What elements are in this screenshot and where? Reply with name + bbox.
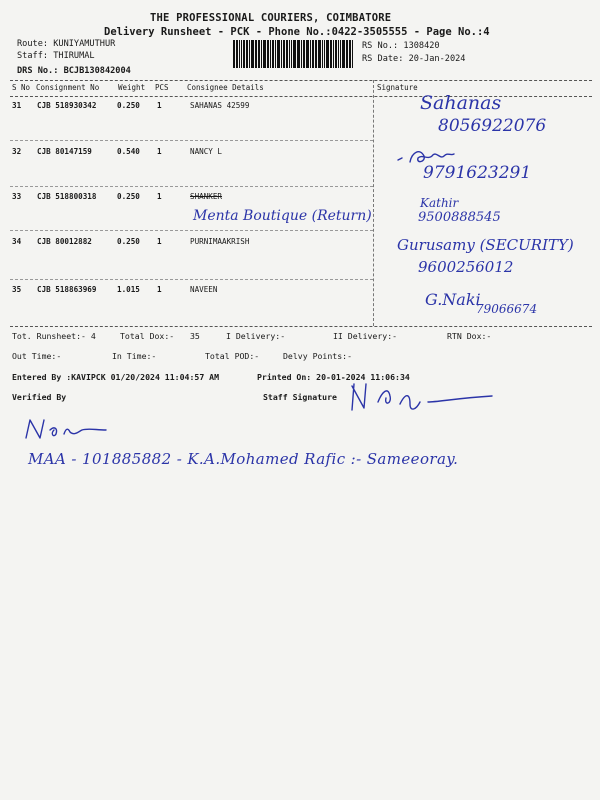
barcode-bar <box>286 40 288 68</box>
col-weight: Weight <box>118 83 146 92</box>
col-consignment: Consignment No <box>36 83 100 92</box>
printed-on: Printed On: 20-01-2024 11:06:34 <box>257 372 410 382</box>
row-31-consignment: CJB 518930342 <box>37 101 97 110</box>
row-33-handwritten-consignee: Menta Boutique (Return) <box>193 208 372 224</box>
barcode-bar <box>312 40 314 68</box>
row-31-pcs: 1 <box>157 101 162 110</box>
barcode-bar <box>349 40 351 68</box>
barcode-bar <box>322 40 323 68</box>
out-time: Out Time:- <box>12 351 62 361</box>
staff-signature-label: Staff Signature <box>263 392 337 402</box>
row-35-signature-phone: 79066674 <box>476 302 538 316</box>
row-35-consignee: NAVEEN <box>190 285 218 294</box>
barcode-bar <box>301 40 302 68</box>
barcode-bar <box>318 40 321 68</box>
barcode-bar <box>275 40 276 68</box>
row-33-signature-phone: 9500888545 <box>418 210 501 225</box>
barcode-bar <box>303 40 305 68</box>
total-dox-value: 35 <box>190 331 200 341</box>
row-31-signature-name: Sahanas <box>420 92 502 114</box>
barcode-bar <box>289 40 290 68</box>
table-top-rule <box>10 80 592 81</box>
signature-column-divider <box>373 80 374 326</box>
verified-by: Verified By <box>12 392 67 402</box>
row-32-sno: 32 <box>12 147 22 156</box>
barcode-bar <box>291 40 292 68</box>
row-31-consignee: SAHANAS 42599 <box>190 101 250 110</box>
staff-label: Staff: THIRUMAL <box>17 50 95 61</box>
row-divider <box>10 279 373 280</box>
barcode-bar <box>255 40 257 68</box>
row-31-sno: 31 <box>12 101 22 110</box>
barcode <box>233 40 356 68</box>
row-32-pcs: 1 <box>157 147 162 156</box>
company-title: THE PROFESSIONAL COURIERS, COIMBATORE <box>150 12 392 24</box>
barcode-bar <box>239 40 240 68</box>
row-divider <box>10 230 373 231</box>
row-34-sno: 34 <box>12 237 22 246</box>
barcode-bar <box>263 40 266 68</box>
i-delivery: I Delivery:- <box>226 331 286 341</box>
barcode-bar <box>277 40 280 68</box>
row-33-pcs: 1 <box>157 192 162 201</box>
barcode-bar <box>246 40 248 68</box>
tot-runsheet: Tot. Runsheet:- 4 <box>12 331 96 341</box>
barcode-bar <box>297 40 300 68</box>
barcode-bar <box>272 40 274 68</box>
table-bottom-rule <box>10 326 592 327</box>
row-33-consignee-struck: SHANKER <box>190 192 223 201</box>
total-pod: Total POD:- <box>205 351 260 361</box>
col-signature: Signature <box>377 83 418 92</box>
col-pcs: PCS <box>155 83 169 92</box>
row-32-signature-phone: 9791623291 <box>423 163 532 183</box>
row-31-weight: 0.250 <box>117 101 140 110</box>
barcode-bar <box>251 40 254 68</box>
barcode-bar <box>293 40 296 68</box>
barcode-bar <box>340 40 341 68</box>
ii-delivery: II Delivery:- <box>333 331 398 341</box>
rs-number: RS No.: 1308420 <box>362 41 440 51</box>
barcode-bar <box>330 40 332 68</box>
barcode-bar <box>261 40 262 68</box>
drs-label: DRS No.: BCJB130842004 <box>17 66 131 76</box>
barcode-bar <box>333 40 334 68</box>
row-divider <box>10 186 373 187</box>
row-34-consignee: PURNIMAAKRISH <box>190 237 250 246</box>
row-33-sno: 33 <box>12 192 22 201</box>
row-31-signature-phone: 8056922076 <box>438 116 547 136</box>
row-35-pcs: 1 <box>157 285 162 294</box>
rs-date: RS Date: 20-Jan-2024 <box>362 54 466 64</box>
in-time: In Time:- <box>112 351 157 361</box>
delvy-points: Delvy Points:- <box>283 351 353 361</box>
handwritten-note: MAA - 101885882 - K.A.Mohamed Rafic :- Sameeoray. <box>28 450 459 468</box>
barcode-bar <box>281 40 282 68</box>
barcode-bar <box>326 40 329 68</box>
barcode-bar <box>315 40 317 68</box>
barcode-bar <box>346 40 348 68</box>
barcode-bar <box>233 40 235 68</box>
barcode-bar <box>243 40 245 68</box>
table-header-rule <box>10 96 592 97</box>
header-left-block <box>17 39 131 78</box>
runsheet-subtitle: Delivery Runsheet - PCK - Phone No.:0422-3505555 - Page No.:4 <box>104 26 490 38</box>
barcode-bar <box>241 40 242 68</box>
barcode-bar <box>258 40 260 68</box>
barcode-bar <box>249 40 250 68</box>
barcode-bar <box>335 40 337 68</box>
barcode-bar <box>270 40 271 68</box>
route-label: Route: KUNIYAMUTHUR <box>17 39 116 49</box>
row-35-signature-name: G.Naki <box>425 290 481 309</box>
col-consignee: Consignee Details <box>187 83 264 92</box>
row-33-weight: 0.250 <box>117 192 140 201</box>
barcode-bar <box>236 40 238 68</box>
header-right-block <box>362 40 465 66</box>
row-32-weight: 0.540 <box>117 147 140 156</box>
barcode-bar <box>342 40 345 68</box>
col-sno: S No <box>12 83 31 92</box>
barcode-bar <box>283 40 285 68</box>
row-divider <box>10 140 373 141</box>
row-34-consignment: CJB 80012882 <box>37 237 92 246</box>
verified-by-scribble <box>24 416 114 444</box>
barcode-bar <box>324 40 325 68</box>
entered-by: Entered By :KAVIPCK 01/20/2024 11:04:57 AM <box>12 372 220 382</box>
barcode-bar <box>338 40 339 68</box>
row-34-pcs: 1 <box>157 237 162 246</box>
row-32-consignee: NANCY L <box>190 147 223 156</box>
barcode-bar <box>306 40 309 68</box>
row-35-weight: 1.015 <box>117 285 140 294</box>
rtn-dox: RTN Dox:- <box>447 331 492 341</box>
row-34-weight: 0.250 <box>117 237 140 246</box>
barcode-bar <box>352 40 353 68</box>
row-35-sno: 35 <box>12 285 22 294</box>
barcode-bar <box>310 40 311 68</box>
row-33-consignment: CJB 518800318 <box>37 192 97 201</box>
barcode-bar <box>267 40 269 68</box>
total-dox-label: Total Dox:- <box>120 331 175 341</box>
row-34-signature-name: Gurusamy (SECURITY) <box>397 236 574 254</box>
staff-signature-scribble <box>348 380 498 414</box>
row-33-signature-name: Kathir <box>420 196 459 210</box>
row-35-consignment: CJB 518863969 <box>37 285 97 294</box>
row-32-consignment: CJB 80147159 <box>37 147 92 156</box>
row-34-signature-phone: 9600256012 <box>418 258 514 276</box>
